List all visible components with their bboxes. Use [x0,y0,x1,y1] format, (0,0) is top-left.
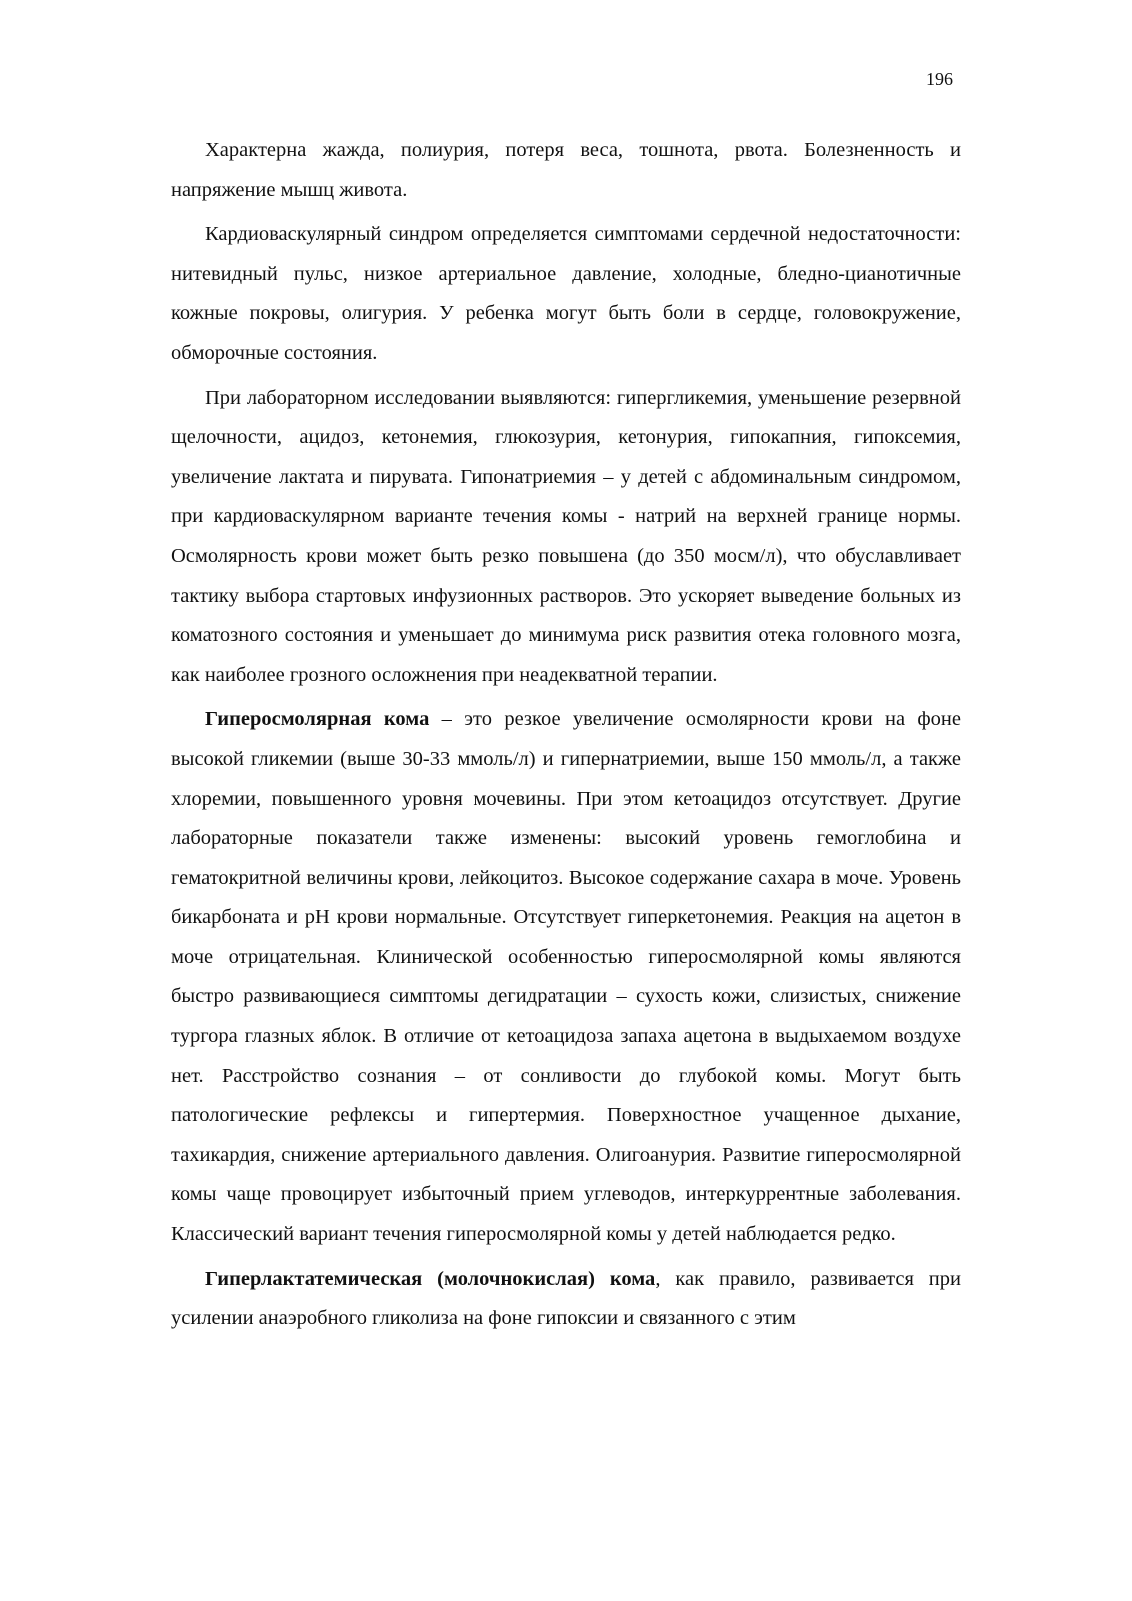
paragraph-text: – это резкое увеличение осмолярности крови на фоне высокой гликемии (выше 30-33 ммоль/л) и гипернатриемии, выше 150 ммоль/л, а также хлоремии, повышенного уровня мочевины. При этом кетоацидоз отсутствует. Другие лабораторные показатели также изменены: высокий уровень гемоглобина и гематокритной величины крови, лейкоцитоз. Высокое содержание сахара в моче. Уровень бикарбоната и pH крови нормальные. Отсутствует гиперкетонемия. Реакция на ацетон в моче отрицательная. Клинической особенностью гиперосмолярной комы являются быстро развивающиеся симптомы дегидратации – сухость кожи, слизистых, снижение тургора глазных яблок. В отличие от кетоацидоза запаха ацетона в выдыхаемом воздухе нет. Расстройство сознания – от сонливости до глубокой комы. Могут быть патологические рефлексы и гипертермия. Поверхностное учащенное дыхание, тахикардия, снижение артериального давления. Олигоанурия. Развитие гиперосмолярной комы чаще провоцирует избыточный прием углеводов, интеркуррентные заболевания. Классический вариант течения гиперосмолярной комы у детей наблюдается редко. [171,708,961,1246]
document-body [171,131,961,1344]
paragraph-symptoms [171,131,961,210]
page-number: 196 [926,69,953,89]
paragraph-text: , как правило, развивается при усилении анаэробного гликолиза на фоне гипоксии и связанного с этим [171,1267,961,1330]
paragraph-text: Кардиоваскулярный синдром определяется симптомами сердечной недостаточности: нитевидный пульс, низкое артериальное давление, холодные, бледно-цианотичные кожные покровы, олигурия. У ребенка могут быть боли в сердце, головокружение, обморочные состояния. [171,223,961,364]
term-hyperosmolar-coma: Гиперосмолярная кома [205,708,430,731]
paragraph-lactic-acidosis-coma [171,1260,961,1339]
paragraph-cardiovascular-syndrome [171,215,961,373]
paragraph-laboratory-findings [171,379,961,696]
term-lactic-acidosis-coma: Гиперлактатемическая (молочнокислая) кома [205,1267,656,1290]
paragraph-text: При лабораторном исследовании выявляются: гипергликемия, уменьшение резервной щелочности, ацидоз, кетонемия, глюкозурия, кетонурия, гипокапния, гипоксемия, увеличение лактата и пирувата. Гипонатриемия – у детей с абдоминальным синдромом, при кардиоваскулярном варианте течения комы - натрий на верхней границе нормы. Осмолярность крови может быть резко повышена (до 350 мосм/л), что обуславливает тактику выбора стартовых инфузионных растворов. Это ускоряет выведение больных из коматозного состояния и уменьшает до минимума риск развития отека головного мозга, как наиболее грозного осложнения при неадекватной терапии. [171,386,961,686]
paragraph-text: Характерна жажда, полиурия, потеря веса, тошнота, рвота. Болезненность и напряжение мышц живота. [171,139,961,201]
paragraph-hyperosmolar-coma [171,700,961,1254]
